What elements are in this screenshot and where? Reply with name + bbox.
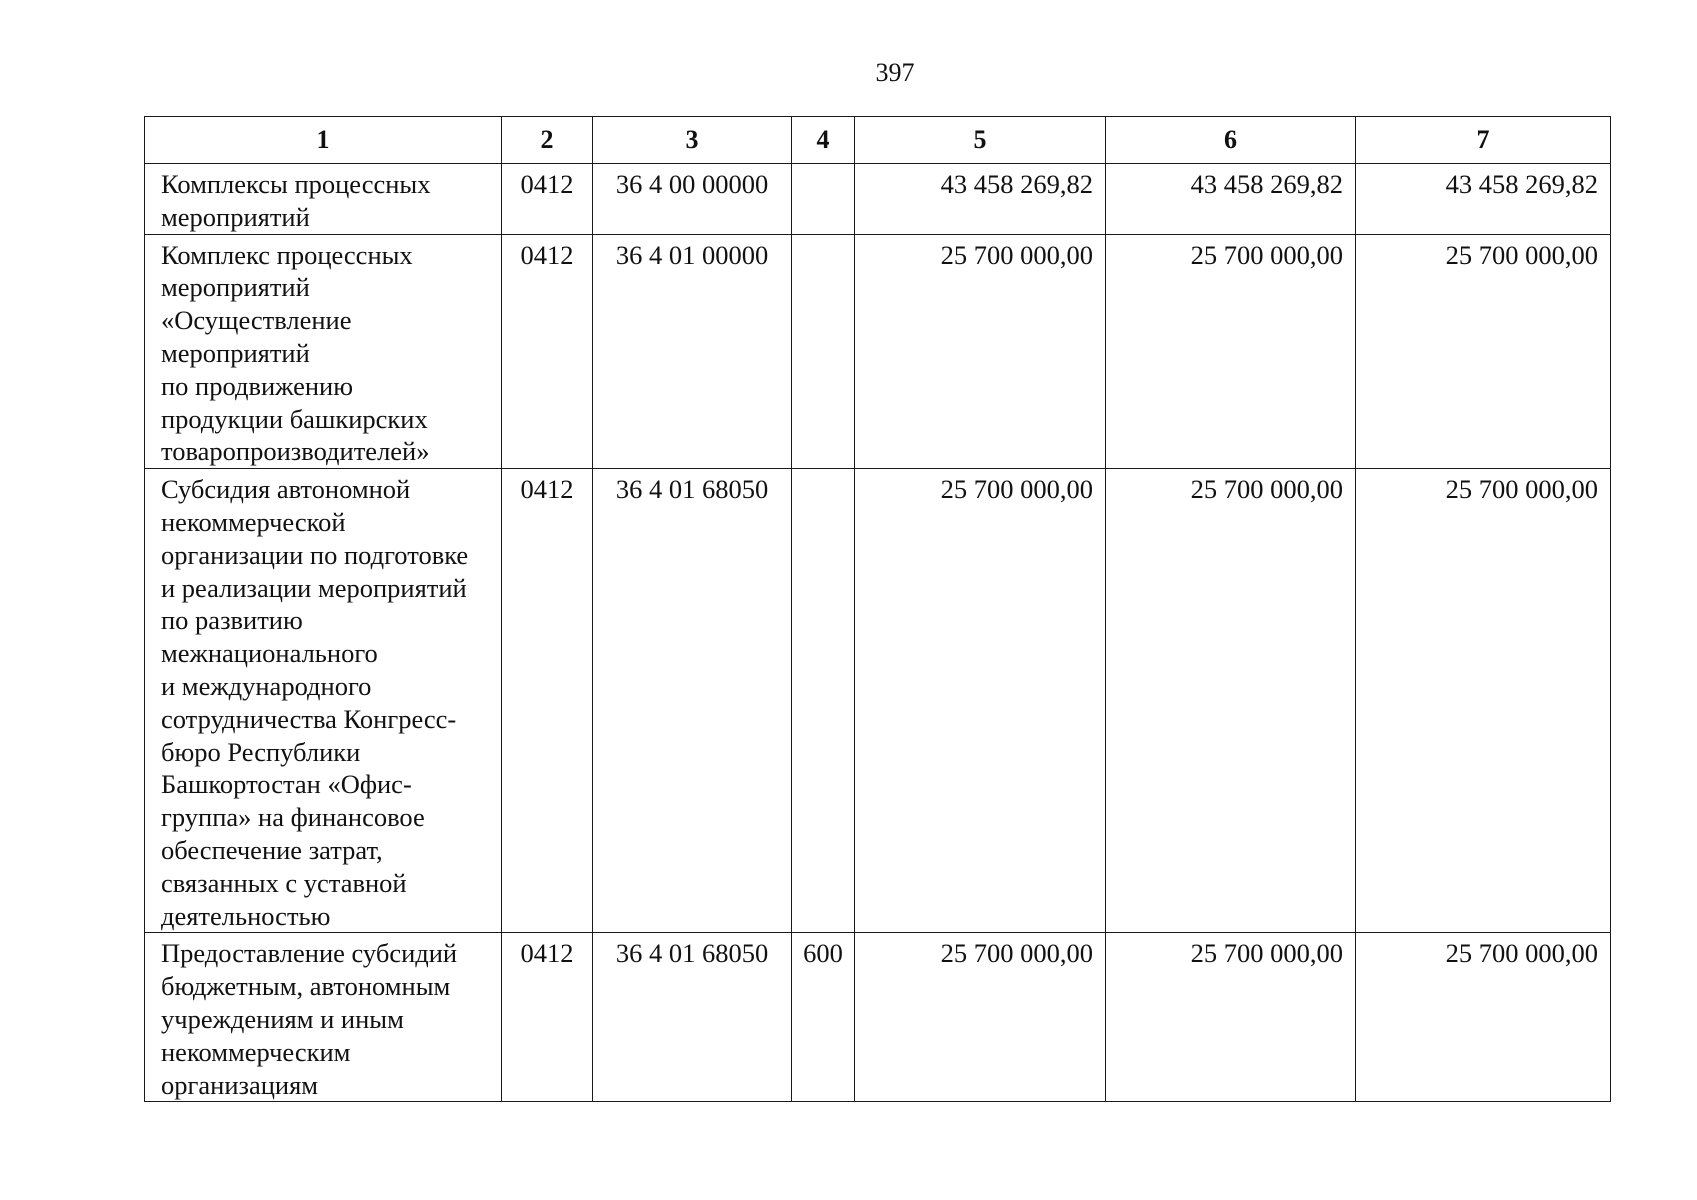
- row-name-cell: [145, 164, 502, 235]
- name-line: по продвижению: [161, 370, 354, 401]
- section-code: 0412: [502, 234, 593, 469]
- target-article: 36 4 01 68050: [593, 933, 792, 1102]
- target-article: 36 4 01 00000: [593, 234, 792, 469]
- expense-type: [792, 234, 855, 469]
- header-col-6: 6: [1106, 117, 1356, 164]
- name-line: некоммерческим: [161, 1036, 351, 1067]
- target-article: 36 4 01 68050: [593, 469, 792, 933]
- name-line: Башкортостан «Офис-: [161, 769, 412, 800]
- amount-col-6: 25 700 000,00: [1106, 469, 1356, 933]
- header-col-4: 4: [792, 117, 855, 164]
- name-line: товаропроизводителей»: [161, 436, 430, 467]
- table-row: [145, 933, 1611, 1102]
- name-line: группа» на финансовое: [161, 802, 425, 833]
- amount-col-5: 25 700 000,00: [855, 933, 1106, 1102]
- expense-type: 600: [792, 933, 855, 1102]
- name-line: и реализации мероприятий: [161, 572, 467, 603]
- table-body: [145, 164, 1611, 1102]
- header-col-1: 1: [145, 117, 502, 164]
- amount-col-5: 25 700 000,00: [855, 234, 1106, 469]
- amount-col-6: 25 700 000,00: [1106, 234, 1356, 469]
- name-line: межнационального: [161, 638, 378, 669]
- name-line: связанных с уставной: [161, 867, 407, 898]
- budget-table: [144, 116, 1611, 1102]
- expense-type: [792, 469, 855, 933]
- amount-col-5: 43 458 269,82: [855, 164, 1106, 235]
- header-col-5: 5: [855, 117, 1106, 164]
- name-line: бюджетным, автономным: [161, 971, 451, 1002]
- name-line: «Осуществление: [161, 305, 352, 336]
- expense-type: [792, 164, 855, 235]
- name-line: бюро Республики: [161, 736, 361, 767]
- name-line: Предоставление субсидий: [161, 938, 458, 969]
- header-row: [145, 117, 1611, 164]
- section-code: 0412: [502, 469, 593, 933]
- table-row: [145, 164, 1611, 235]
- section-code: 0412: [502, 164, 593, 235]
- amount-col-7: 43 458 269,82: [1356, 164, 1611, 235]
- amount-col-6: 43 458 269,82: [1106, 164, 1356, 235]
- name-line: обеспечение затрат,: [161, 834, 383, 865]
- amount-col-7: 25 700 000,00: [1356, 469, 1611, 933]
- target-article: 36 4 00 00000: [593, 164, 792, 235]
- name-line: сотрудничества Конгресс-: [161, 703, 457, 734]
- name-line: Субсидия автономной: [161, 474, 411, 505]
- name-line: деятельностью: [161, 900, 331, 931]
- amount-col-7: 25 700 000,00: [1356, 234, 1611, 469]
- section-code: 0412: [502, 933, 593, 1102]
- header-col-3: 3: [593, 117, 792, 164]
- table-row: [145, 234, 1611, 469]
- name-line: организации по подготовке: [161, 539, 469, 570]
- name-line: мероприятий: [161, 272, 310, 303]
- amount-col-5: 25 700 000,00: [855, 469, 1106, 933]
- amount-col-7: 25 700 000,00: [1356, 933, 1611, 1102]
- table-row: [145, 469, 1611, 933]
- name-line: мероприятий: [161, 201, 310, 232]
- name-line: продукции башкирских: [161, 403, 428, 434]
- name-line: некоммерческой: [161, 506, 346, 537]
- name-line: Комплексы процессных: [161, 169, 431, 199]
- name-line: Комплекс процессных: [161, 239, 413, 270]
- page-number: 397: [875, 58, 915, 87]
- name-line: и международного: [161, 670, 372, 701]
- row-name-cell: [145, 933, 502, 1102]
- name-line: учреждениям и иным: [161, 1003, 404, 1034]
- header-col-2: 2: [502, 117, 593, 164]
- name-line: по развитию: [161, 605, 303, 636]
- header-col-7: 7: [1356, 117, 1611, 164]
- row-name-cell: [145, 234, 502, 469]
- amount-col-6: 25 700 000,00: [1106, 933, 1356, 1102]
- table-header: [145, 117, 1611, 164]
- row-name-cell: [145, 469, 502, 933]
- name-line: организациям: [161, 1069, 319, 1100]
- name-line: мероприятий: [161, 337, 310, 368]
